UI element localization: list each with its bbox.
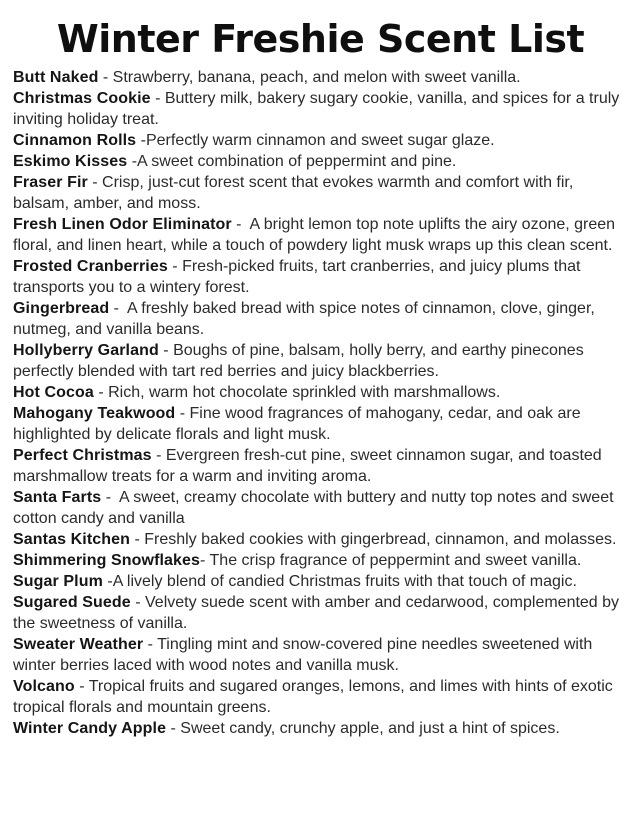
scent-description: A bright lemon top note uplifts the airy ozone, green floral, and linen heart, while a touch of powdery light musk wraps up this clean scent. bbox=[13, 216, 620, 254]
scent-entry bbox=[13, 298, 628, 340]
scent-name: Santa Farts bbox=[13, 489, 102, 506]
scent-description: Fresh-picked fruits, tart cranberries, and juicy plums that transports you to a wintery forest. bbox=[13, 258, 585, 296]
scent-separator: - bbox=[166, 720, 181, 737]
scent-name: Perfect Christmas bbox=[13, 447, 152, 464]
scent-separator: - bbox=[74, 678, 89, 695]
scent-entry bbox=[13, 718, 628, 739]
scent-name: Hollyberry Garland bbox=[13, 342, 159, 359]
scent-name: Shimmering Snowflakes bbox=[13, 552, 201, 569]
scent-description: Boughs of pine, balsam, holly berry, and earthy pinecones perfectly blended with tart red berries and juicy blackberries. bbox=[13, 342, 589, 380]
scent-entry bbox=[13, 382, 628, 403]
scent-separator: - bbox=[143, 636, 158, 653]
scent-name: Volcano bbox=[13, 678, 75, 695]
scent-description: Evergreen fresh-cut pine, sweet cinnamon sugar, and toasted marshmallow treats for a warm and inviting aroma. bbox=[13, 447, 607, 485]
scent-description: A freshly baked bread with spice notes of cinnamon, clove, ginger, nutmeg, and vanilla beans. bbox=[13, 300, 600, 338]
scent-entry bbox=[13, 550, 628, 571]
scent-entry bbox=[13, 172, 628, 214]
scent-entry bbox=[13, 529, 628, 550]
scent-entry bbox=[13, 340, 628, 382]
scent-description: A sweet, creamy chocolate with buttery and nutty top notes and sweet cotton candy and vanilla bbox=[13, 489, 618, 527]
scent-entry bbox=[13, 676, 628, 718]
scent-description: Fine wood fragrances of mahogany, cedar, and oak are highlighted by delicate florals and light musk. bbox=[13, 405, 586, 443]
scent-separator: - bbox=[136, 132, 146, 149]
scent-name: Butt Naked bbox=[13, 69, 99, 86]
scent-entry bbox=[13, 67, 628, 88]
scent-separator: - bbox=[127, 153, 138, 170]
scent-separator: - bbox=[102, 573, 113, 590]
scent-description: Tropical fruits and sugared oranges, lemons, and limes with hints of exotic tropical florals and mountain greens. bbox=[13, 678, 618, 716]
scent-description: A sweet combination of peppermint and pine. bbox=[137, 153, 457, 170]
scent-name: Fresh Linen Odor Eliminator bbox=[13, 216, 232, 233]
scent-separator: - bbox=[87, 174, 103, 191]
scent-separator: - bbox=[101, 489, 120, 506]
scent-entry bbox=[13, 151, 628, 172]
scent-separator: - bbox=[231, 216, 250, 233]
scent-entry bbox=[13, 445, 628, 487]
scent-separator: - bbox=[130, 531, 145, 548]
scent-separator: - bbox=[98, 69, 113, 86]
scent-description: Freshly baked cookies with gingerbread, cinnamon, and molasses. bbox=[144, 531, 617, 548]
scent-name: Hot Cocoa bbox=[13, 384, 94, 401]
scent-name: Fraser Fir bbox=[13, 174, 88, 191]
scent-separator: - bbox=[130, 594, 145, 611]
scent-entry bbox=[13, 634, 628, 676]
scent-name: Santas Kitchen bbox=[13, 531, 130, 548]
scent-list bbox=[13, 67, 628, 739]
scent-description: The crisp fragrance of peppermint and sweet vanilla. bbox=[209, 552, 582, 569]
scent-description: Sweet candy, crunchy apple, and just a hint of spices. bbox=[180, 720, 560, 737]
scent-name: Sugared Suede bbox=[13, 594, 131, 611]
scent-name: Sugar Plum bbox=[13, 573, 103, 590]
scent-separator: - bbox=[158, 342, 174, 359]
scent-entry bbox=[13, 487, 628, 529]
scent-entry bbox=[13, 571, 628, 592]
scent-description: Crisp, just-cut forest scent that evokes warmth and comfort with fir, balsam, amber, and moss. bbox=[13, 174, 578, 212]
scent-separator: - bbox=[150, 90, 165, 107]
scent-name: Frosted Cranberries bbox=[13, 258, 168, 275]
scent-separator: - bbox=[167, 258, 183, 275]
scent-separator: - bbox=[109, 300, 128, 317]
scent-description: Velvety suede scent with amber and cedarwood, complemented by the sweetness of vanilla. bbox=[13, 594, 624, 632]
scent-description: Perfectly warm cinnamon and sweet sugar glaze. bbox=[145, 132, 495, 149]
scent-description: Tingling mint and snow-covered pine needles sweetened with winter berries laced with wood notes and vanilla musk. bbox=[13, 636, 597, 674]
scent-entry bbox=[13, 88, 628, 130]
page-title: Winter Freshie Scent List bbox=[56, 17, 585, 61]
scent-separator: - bbox=[93, 384, 109, 401]
scent-description: Strawberry, banana, peach, and melon with sweet vanilla. bbox=[112, 69, 521, 86]
scent-separator: - bbox=[151, 447, 166, 464]
scent-name: Cinnamon Rolls bbox=[13, 132, 137, 149]
scent-separator: - bbox=[175, 405, 190, 422]
scent-name: Winter Candy Apple bbox=[13, 720, 167, 737]
scent-name: Sweater Weather bbox=[13, 636, 144, 653]
scent-entry bbox=[13, 403, 628, 445]
scent-entry bbox=[13, 214, 628, 256]
scent-description: Buttery milk, bakery sugary cookie, vanilla, and spices for a truly inviting holiday treat. bbox=[13, 90, 624, 128]
scent-description: A lively blend of candied Christmas fruits with that touch of magic. bbox=[112, 573, 577, 590]
scent-name: Mahogany Teakwood bbox=[13, 405, 176, 422]
scent-entry bbox=[13, 592, 628, 634]
scent-entry bbox=[13, 256, 628, 298]
scent-name: Eskimo Kisses bbox=[13, 153, 128, 170]
scent-name: Gingerbread bbox=[13, 300, 110, 317]
scent-entry bbox=[13, 130, 628, 151]
scent-description: Rich, warm hot chocolate sprinkled with marshmallows. bbox=[108, 384, 501, 401]
scent-separator: - bbox=[200, 552, 210, 569]
scent-name: Christmas Cookie bbox=[13, 90, 151, 107]
